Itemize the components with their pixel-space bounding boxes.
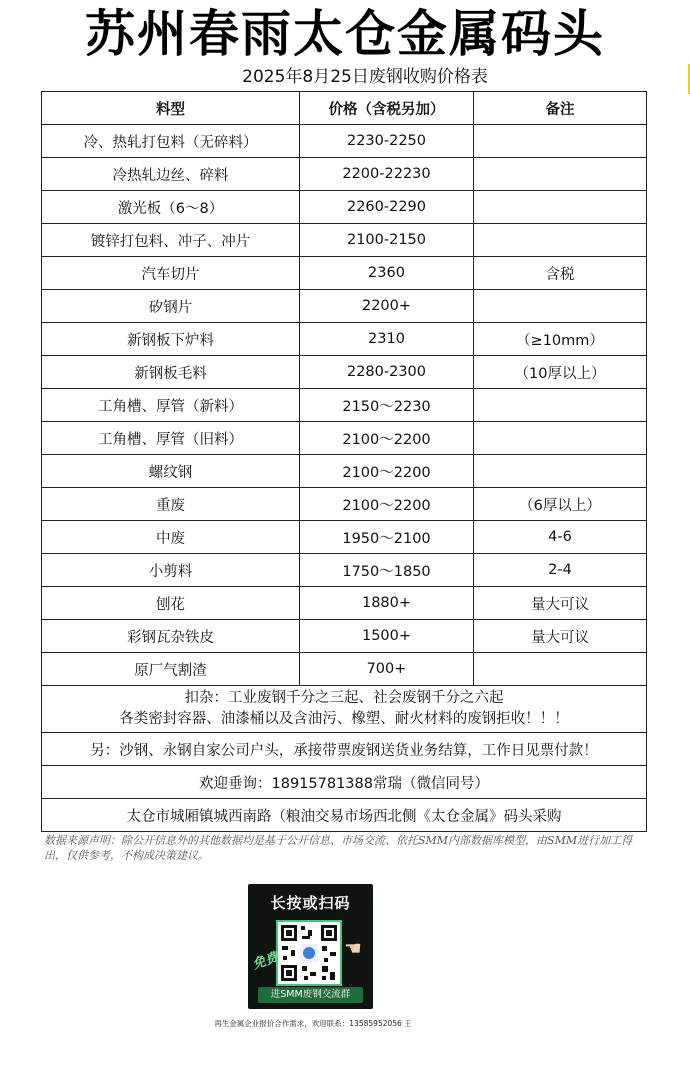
price-cell: 1500+	[300, 620, 474, 653]
item-cell: 冷热轧边丝、碎料	[42, 158, 300, 191]
item-cell: 彩钢瓦杂铁皮	[42, 620, 300, 653]
table-row	[42, 191, 647, 224]
item-cell: 刨花	[42, 587, 300, 620]
item-cell: 矽钢片	[42, 290, 300, 323]
address-info: 太仓市城厢镇城西南路（粮油交易市场西北侧《太仓金属》码头采购	[42, 799, 647, 832]
pointing-hand-icon: ☚	[344, 936, 362, 960]
note-cell: （6厚以上）	[474, 488, 647, 521]
price-cell: 2100～2200	[300, 455, 474, 488]
settlement-note-row	[42, 733, 647, 766]
table-row	[42, 455, 647, 488]
qr-side-label: 免费	[250, 950, 281, 973]
qr-code-card[interactable]	[248, 884, 373, 1009]
item-cell: 冷、热轧打包料（无碎料）	[42, 125, 300, 158]
table-row	[42, 521, 647, 554]
qr-code-image[interactable]	[276, 920, 342, 986]
deduction-line-2: 各类密封容器、油漆桶以及含油污、橡塑、耐火材料的废钢拒收！！！	[119, 711, 569, 727]
price-cell: 1950～2100	[300, 521, 474, 554]
price-cell: 2100～2200	[300, 488, 474, 521]
note-cell: 2-4	[474, 554, 647, 587]
price-cell: 2200+	[300, 290, 474, 323]
qr-pattern-icon	[278, 922, 340, 984]
qr-heading: 长按或扫码	[270, 894, 351, 912]
page-title: 苏州春雨太仓金属码头	[85, 5, 605, 63]
deduction-note-row	[42, 686, 647, 733]
note-cell	[474, 125, 647, 158]
price-table	[41, 91, 647, 832]
price-cell: 2230-2250	[300, 125, 474, 158]
price-cell: 2260-2290	[300, 191, 474, 224]
note-cell	[474, 455, 647, 488]
note-cell: 量大可议	[474, 620, 647, 653]
column-header-price: 价格（含税另加）	[300, 92, 474, 125]
table-row	[42, 653, 647, 686]
contact-info: 欢迎垂询：18915781388常瑞（微信同号）	[42, 766, 647, 799]
item-cell: 工角槽、厚管（新料）	[42, 389, 300, 422]
price-cell: 2100～2200	[300, 422, 474, 455]
contact-row	[42, 766, 647, 799]
table-row	[42, 554, 647, 587]
table-row	[42, 587, 647, 620]
price-cell: 1750～1850	[300, 554, 474, 587]
note-cell	[474, 389, 647, 422]
price-cell: 2280-2300	[300, 356, 474, 389]
price-cell: 2310	[300, 323, 474, 356]
note-cell	[474, 422, 647, 455]
table-row	[42, 158, 647, 191]
item-cell: 镀锌打包料、冲子、冲片	[42, 224, 300, 257]
note-cell	[474, 653, 647, 686]
price-cell: 2100-2150	[300, 224, 474, 257]
table-header-row	[42, 92, 647, 125]
table-row	[42, 224, 647, 257]
table-row	[42, 323, 647, 356]
note-cell	[474, 158, 647, 191]
note-cell: （10厚以上）	[474, 356, 647, 389]
item-cell: 小剪料	[42, 554, 300, 587]
deduction-note	[42, 686, 647, 733]
item-cell: 原厂气割渣	[42, 653, 300, 686]
table-row	[42, 125, 647, 158]
note-cell: 量大可议	[474, 587, 647, 620]
price-cell: 700+	[300, 653, 474, 686]
price-cell: 2360	[300, 257, 474, 290]
price-cell: 1880+	[300, 587, 474, 620]
item-cell: 重废	[42, 488, 300, 521]
column-header-note: 备注	[474, 92, 647, 125]
note-cell: （≥10mm）	[474, 323, 647, 356]
note-cell: 含税	[474, 257, 647, 290]
note-cell	[474, 290, 647, 323]
item-cell: 汽车切片	[42, 257, 300, 290]
note-cell	[474, 191, 647, 224]
settlement-note: 另：沙钢、永钢自家公司户头，承接带票废钢送货业务结算，工作日见票付款！	[42, 733, 647, 766]
table-row	[42, 257, 647, 290]
item-cell: 螺纹钢	[42, 455, 300, 488]
deduction-line-1: 扣杂：工业废钢千分之三起、社会废钢千分之六起	[184, 690, 504, 706]
qr-banner: 进SMM废钢交流群	[258, 987, 363, 1003]
column-header-item: 料型	[42, 92, 300, 125]
item-cell: 新钢板毛料	[42, 356, 300, 389]
table-row	[42, 488, 647, 521]
price-rows	[42, 125, 647, 832]
table-row	[42, 422, 647, 455]
price-cell: 2150～2230	[300, 389, 474, 422]
data-disclaimer: 数据来源声明：除公开信息外的其他数据均是基于公开信息、市场交流、依托SMM内部数据库模型，由SMM进行加工得出，仅供参考，不构成决策建议。	[44, 834, 633, 862]
address-row	[42, 799, 647, 832]
table-row	[42, 620, 647, 653]
page-subtitle: 2025年8月25日废钢收购价格表	[242, 67, 488, 87]
item-cell: 工角槽、厚管（旧料）	[42, 422, 300, 455]
item-cell: 中废	[42, 521, 300, 554]
footer-contact: 再生金属企业报价合作需求，欢迎联系：13585952056 王	[214, 1019, 412, 1028]
table-row	[42, 356, 647, 389]
note-cell: 4-6	[474, 521, 647, 554]
table-row	[42, 389, 647, 422]
note-cell	[474, 224, 647, 257]
item-cell: 新钢板下炉料	[42, 323, 300, 356]
table-row	[42, 290, 647, 323]
price-cell: 2200-22230	[300, 158, 474, 191]
item-cell: 激光板（6～8）	[42, 191, 300, 224]
